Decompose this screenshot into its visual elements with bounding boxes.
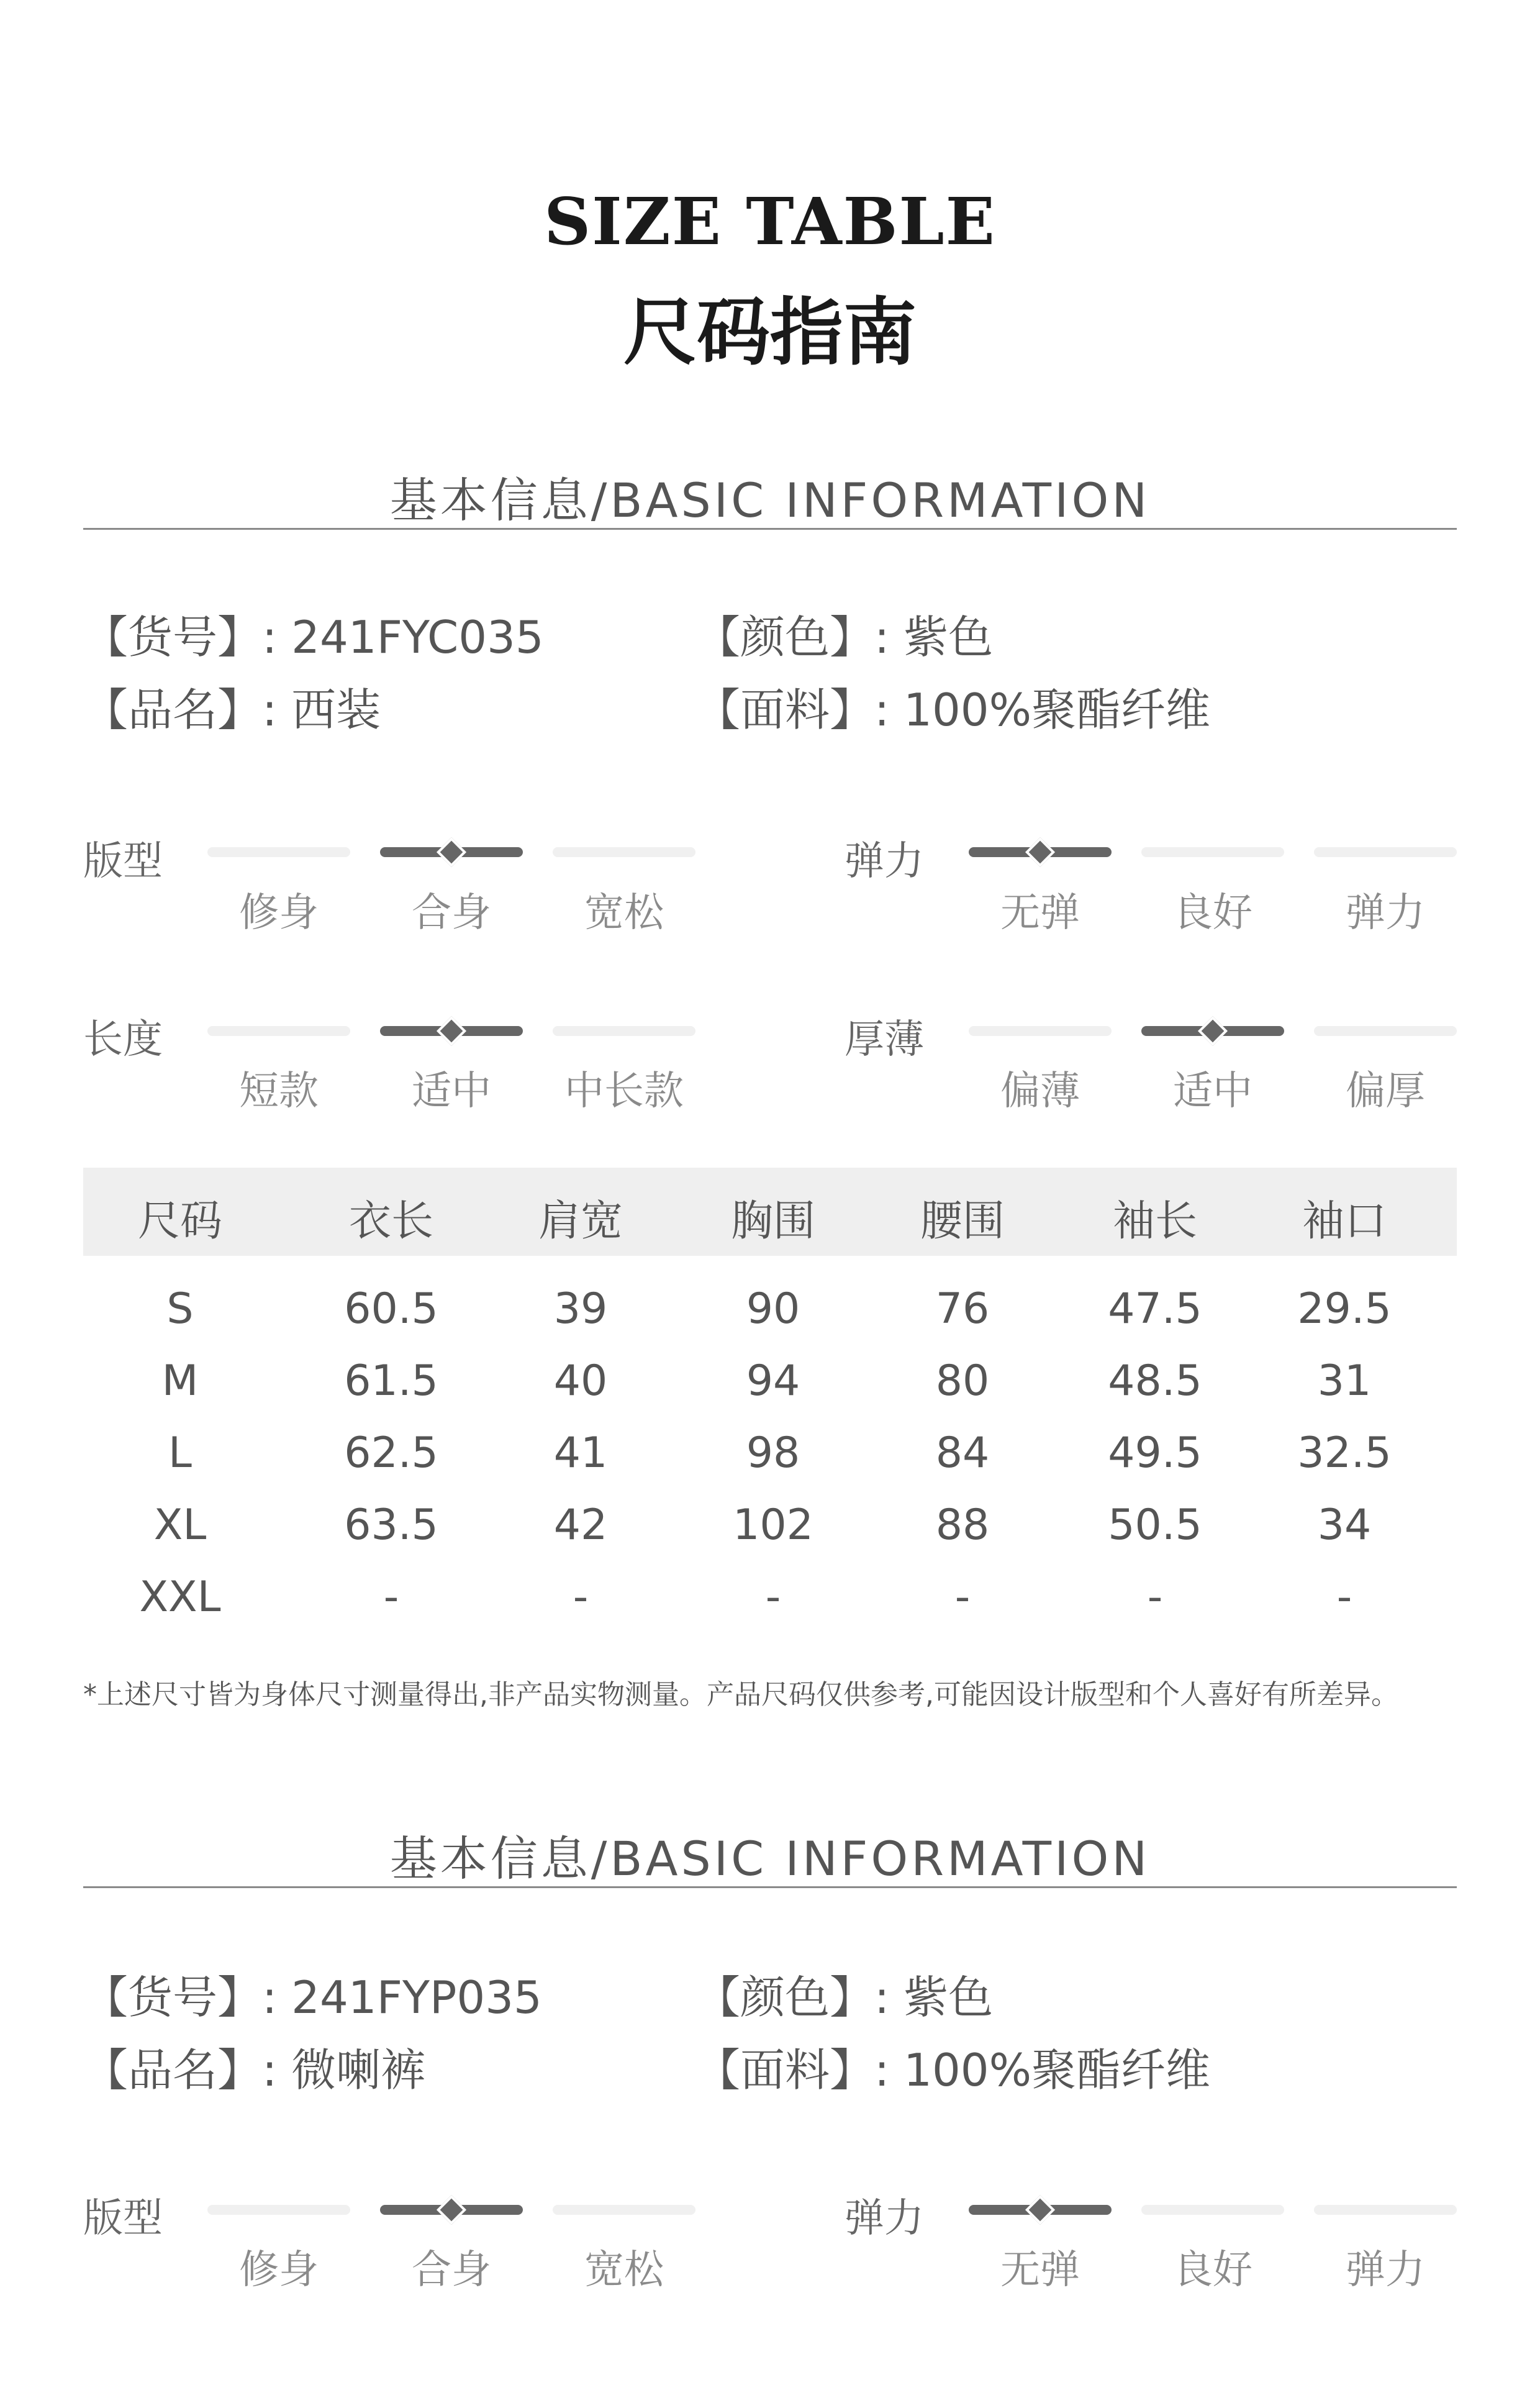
table-cell: 94 <box>746 1356 800 1406</box>
section1-heading: 基本信息/BASIC INFORMATION <box>389 473 1151 528</box>
table-cell: - <box>383 1573 399 1622</box>
page-title-en: SIZE TABLE <box>544 183 996 260</box>
fit-option-label: 宽松 <box>584 2247 664 2293</box>
elastic-option-label: 良好 <box>1173 2247 1252 2293</box>
table-cell: 32.5 <box>1297 1429 1392 1478</box>
section2-divider <box>83 1886 1457 1888</box>
selected-marker-icon <box>1198 1016 1228 1046</box>
table-cell: 80 <box>935 1356 990 1406</box>
page-title-cn: 尺码指南 <box>623 289 917 375</box>
table-cell: 50.5 <box>1108 1501 1202 1550</box>
elastic-label: 弹力 <box>845 2196 924 2242</box>
size-note: *上述尺寸皆为身体尺寸测量得出,非产品实物测量。产品尺码仅供参考,可能因设计版型和个人喜好有所差异。 <box>83 1679 1398 1710</box>
fit-option-track-selected <box>380 2205 523 2215</box>
table-cell: 47.5 <box>1108 1284 1202 1333</box>
length-option-track <box>553 1026 695 1036</box>
table-cell: - <box>1336 1573 1352 1622</box>
thickness-label: 厚薄 <box>845 1017 924 1063</box>
fit-option-label: 修身 <box>239 2247 319 2293</box>
length-option-track-selected <box>380 1026 523 1036</box>
table-header-cell: 袖长 <box>1112 1197 1197 1246</box>
table-cell: 63.5 <box>344 1501 438 1550</box>
fit-option-track-selected <box>380 847 523 857</box>
section2-product-name: 【品名】: 微喇裤 <box>83 2044 426 2096</box>
section1-fabric: 【面料】: 100%聚酯纤维 <box>695 684 1210 736</box>
section1-color: 【颜色】: 紫色 <box>695 611 994 663</box>
fit-label: 版型 <box>83 2196 163 2242</box>
elastic-option-track <box>1141 847 1284 857</box>
table-header-cell: 衣长 <box>348 1197 433 1246</box>
table-size-cell: XL <box>153 1501 207 1550</box>
selected-marker-icon <box>1025 2195 1055 2225</box>
section2-item-no: 【货号】: 241FYP035 <box>83 1971 542 2024</box>
length-option-label: 中长款 <box>564 1068 684 1114</box>
length-label: 长度 <box>83 1017 163 1063</box>
section2-fabric: 【面料】: 100%聚酯纤维 <box>695 2044 1210 2096</box>
table-header-cell: 胸围 <box>730 1197 815 1246</box>
thickness-option-label: 适中 <box>1173 1068 1252 1114</box>
table-cell: 62.5 <box>344 1429 438 1478</box>
table-cell: 76 <box>935 1284 990 1333</box>
table-cell: 34 <box>1317 1501 1372 1550</box>
table-cell: 98 <box>746 1429 800 1478</box>
table-cell: 39 <box>553 1284 608 1333</box>
fit-option-label: 合身 <box>412 2247 491 2293</box>
table-cell: 60.5 <box>344 1284 438 1333</box>
elastic-option-label: 弹力 <box>1346 890 1425 936</box>
elastic-option-track <box>1314 2205 1457 2215</box>
table-header-cell: 尺码 <box>137 1197 222 1246</box>
section1-item-no: 【货号】: 241FYC035 <box>83 611 544 663</box>
table-cell: 84 <box>935 1429 990 1478</box>
table-size-cell: S <box>166 1284 194 1333</box>
elastic-option-track-selected <box>969 847 1112 857</box>
elastic-label: 弹力 <box>845 838 924 884</box>
selected-marker-icon <box>437 837 466 867</box>
elastic-option-track-selected <box>969 2205 1112 2215</box>
selected-marker-icon <box>437 1016 466 1046</box>
table-cell: 29.5 <box>1297 1284 1392 1333</box>
fit-option-track <box>553 847 695 857</box>
fit-option-label: 修身 <box>239 890 319 936</box>
fit-option-label: 合身 <box>412 890 491 936</box>
table-header-cell: 袖口 <box>1302 1197 1387 1246</box>
section2-heading: 基本信息/BASIC INFORMATION <box>389 1831 1151 1886</box>
table-cell: 61.5 <box>344 1356 438 1406</box>
table-cell: - <box>765 1573 781 1622</box>
thickness-option-track-selected <box>1141 1026 1284 1036</box>
section2-color: 【颜色】: 紫色 <box>695 1971 994 2024</box>
fit-option-label: 宽松 <box>584 890 664 936</box>
thickness-option-label: 偏薄 <box>1000 1068 1080 1114</box>
elastic-option-label: 无弹 <box>1000 2247 1080 2293</box>
table-size-cell: L <box>168 1429 192 1478</box>
table-cell: 48.5 <box>1108 1356 1202 1406</box>
fit-label: 版型 <box>83 838 163 884</box>
length-option-label: 适中 <box>412 1068 491 1114</box>
length-option-track <box>207 1026 350 1036</box>
length-option-label: 短款 <box>239 1068 319 1114</box>
section1-divider <box>83 528 1457 530</box>
fit-option-track <box>553 2205 695 2215</box>
table-cell: 49.5 <box>1108 1429 1202 1478</box>
table-cell: 42 <box>553 1501 608 1550</box>
table-cell: 31 <box>1317 1356 1372 1406</box>
elastic-option-track <box>1314 847 1457 857</box>
thickness-option-track <box>1314 1026 1457 1036</box>
table-cell: 90 <box>746 1284 800 1333</box>
table-cell: 40 <box>553 1356 608 1406</box>
selected-marker-icon <box>1025 837 1055 867</box>
elastic-option-track <box>1141 2205 1284 2215</box>
table-cell: 88 <box>935 1501 990 1550</box>
table-header-cell: 肩宽 <box>538 1197 623 1246</box>
elastic-option-label: 良好 <box>1173 890 1252 936</box>
table-cell: - <box>954 1573 971 1622</box>
table-cell: - <box>1147 1573 1163 1622</box>
table-size-cell: XXL <box>139 1573 221 1622</box>
thickness-option-label: 偏厚 <box>1346 1068 1425 1114</box>
fit-option-track <box>207 2205 350 2215</box>
table-cell: - <box>573 1573 589 1622</box>
table-size-cell: M <box>161 1356 199 1406</box>
fit-option-track <box>207 847 350 857</box>
elastic-option-label: 无弹 <box>1000 890 1080 936</box>
section1-product-name: 【品名】: 西装 <box>83 684 381 736</box>
elastic-option-label: 弹力 <box>1346 2247 1425 2293</box>
table-header-cell: 腰围 <box>920 1197 1005 1246</box>
table-cell: 41 <box>553 1429 608 1478</box>
selected-marker-icon <box>437 2195 466 2225</box>
thickness-option-track <box>969 1026 1112 1036</box>
table-cell: 102 <box>733 1501 813 1550</box>
